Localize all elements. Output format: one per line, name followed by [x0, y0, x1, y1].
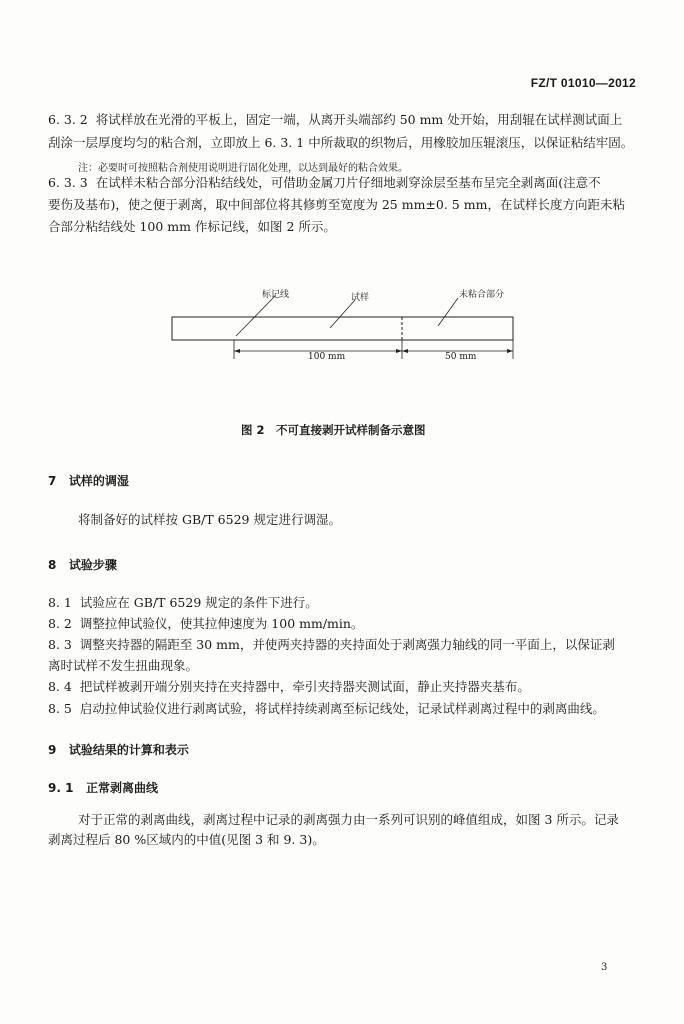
dimension-50mm: 50 mm — [445, 352, 477, 362]
step-number: 8. 2 — [48, 616, 72, 631]
step-number: 8. 3 — [48, 637, 72, 652]
step-8-2 — [48, 618, 363, 631]
heading-number: 9 — [48, 743, 57, 757]
step-text: 启动拉伸试验仪进行剥离试验，将试样持续剥离至标记线处，记录试样剥离过程中的剥离曲线。 — [79, 701, 605, 716]
heading-number: 9. 1 — [48, 781, 74, 795]
label-marking-line: 标记线 — [262, 290, 290, 300]
label-unbonded-part: 未粘合部分 — [459, 290, 505, 300]
leader-unbonded — [438, 298, 458, 326]
step-number: 8. 5 — [48, 701, 72, 716]
leader-mark — [236, 296, 275, 336]
step-text: 试验应在 GB/T 6529 规定的条件下进行。 — [79, 595, 318, 610]
page-number: 3 — [601, 962, 608, 973]
step-8-4 — [48, 681, 530, 694]
leader-sample — [330, 300, 355, 328]
heading-text: 试验结果的计算和表示 — [68, 743, 189, 757]
section-number: 6. 3. 3 — [48, 175, 88, 190]
section-7-heading — [48, 472, 129, 489]
dimension-100mm: 100 mm — [308, 352, 346, 362]
standard-number: FZ/T 01010—2012 — [530, 76, 636, 90]
step-number: 8. 4 — [48, 679, 72, 694]
heading-text: 正常剥离曲线 — [85, 781, 158, 795]
dim-arrow — [402, 349, 408, 353]
section-6-3-3-line-2: 要伤及基布)，使之便于剥离，取中间部位将其修剪至宽度为 25 mm±0. 5 mm，在试样长度方向距未粘 — [48, 197, 625, 212]
section-6-3-2-line-2: 刮涂一层厚度均匀的粘合剂，立即放上 6. 3. 1 中所裁取的织物后，用橡胶加压辊滚压，以保证粘结牢固。 — [48, 135, 634, 150]
note-text: 注：必要时可按照粘合剂使用说明进行固化处理，以达到最好的粘合效果。 — [78, 163, 408, 174]
section-number: 6. 3. 2 — [48, 112, 88, 127]
figure-2-caption: 图 2 不可直接剥开试样制备示意图 — [241, 423, 426, 437]
section-9-heading — [48, 741, 189, 758]
step-number: 8. 1 — [48, 595, 72, 610]
step-8-3 — [48, 639, 615, 652]
paragraph-text: 在试样未粘合部分沿粘结线处，可借助金属刀片仔细地剥穿涂层至基布呈完全剥离面(注意不 — [95, 175, 601, 190]
step-text: 调整夹持器的隔距至 30 mm，并使两夹持器的夹持面处于剥离强力轴线的同一平面上，以保证剥 — [79, 637, 615, 652]
step-8-1 — [48, 597, 318, 610]
section-9-1-line-2: 剥离过程后 80 %区域内的中值(见图 3 和 9. 3)。 — [48, 832, 325, 847]
paragraph-text: 将试样放在光滑的平板上，固定一端，从离开头端部约 50 mm 处开始，用刮辊在试样测试面上 — [95, 112, 623, 127]
heading-text: 试验步骤 — [68, 558, 117, 572]
section-9-1-heading — [48, 779, 158, 796]
heading-number: 8 — [48, 558, 57, 572]
section-6-3-3-line-3: 合部分粘结线处 100 mm 作标记线，如图 2 所示。 — [48, 219, 336, 234]
dim-arrow — [234, 349, 240, 353]
section-9-1-line-1: 对于正常的剥离曲线，剥离过程中记录的剥离强力由一系列可识别的峰值组成，如图 3 所示。记录 — [78, 812, 619, 827]
label-sample: 试样 — [351, 293, 370, 303]
step-8-5 — [48, 703, 605, 716]
heading-text: 试样的调湿 — [68, 474, 129, 488]
sample-strip — [172, 317, 513, 340]
dim-arrow — [507, 349, 513, 353]
step-8-3-continued: 离时试样不发生扭曲现象。 — [48, 658, 199, 673]
section-8-heading — [48, 556, 117, 573]
step-text: 调整拉伸试验仪，使其拉伸速度为 100 mm/min。 — [79, 616, 364, 631]
step-text: 把试样被剥开端分别夹持在夹持器中，牵引夹持器夹测试面，静止夹持器夹基布。 — [79, 679, 530, 694]
heading-number: 7 — [48, 474, 57, 488]
section-7-body: 将制备好的试样按 GB/T 6529 规定进行调湿。 — [78, 512, 341, 527]
dim-arrow — [396, 349, 402, 353]
